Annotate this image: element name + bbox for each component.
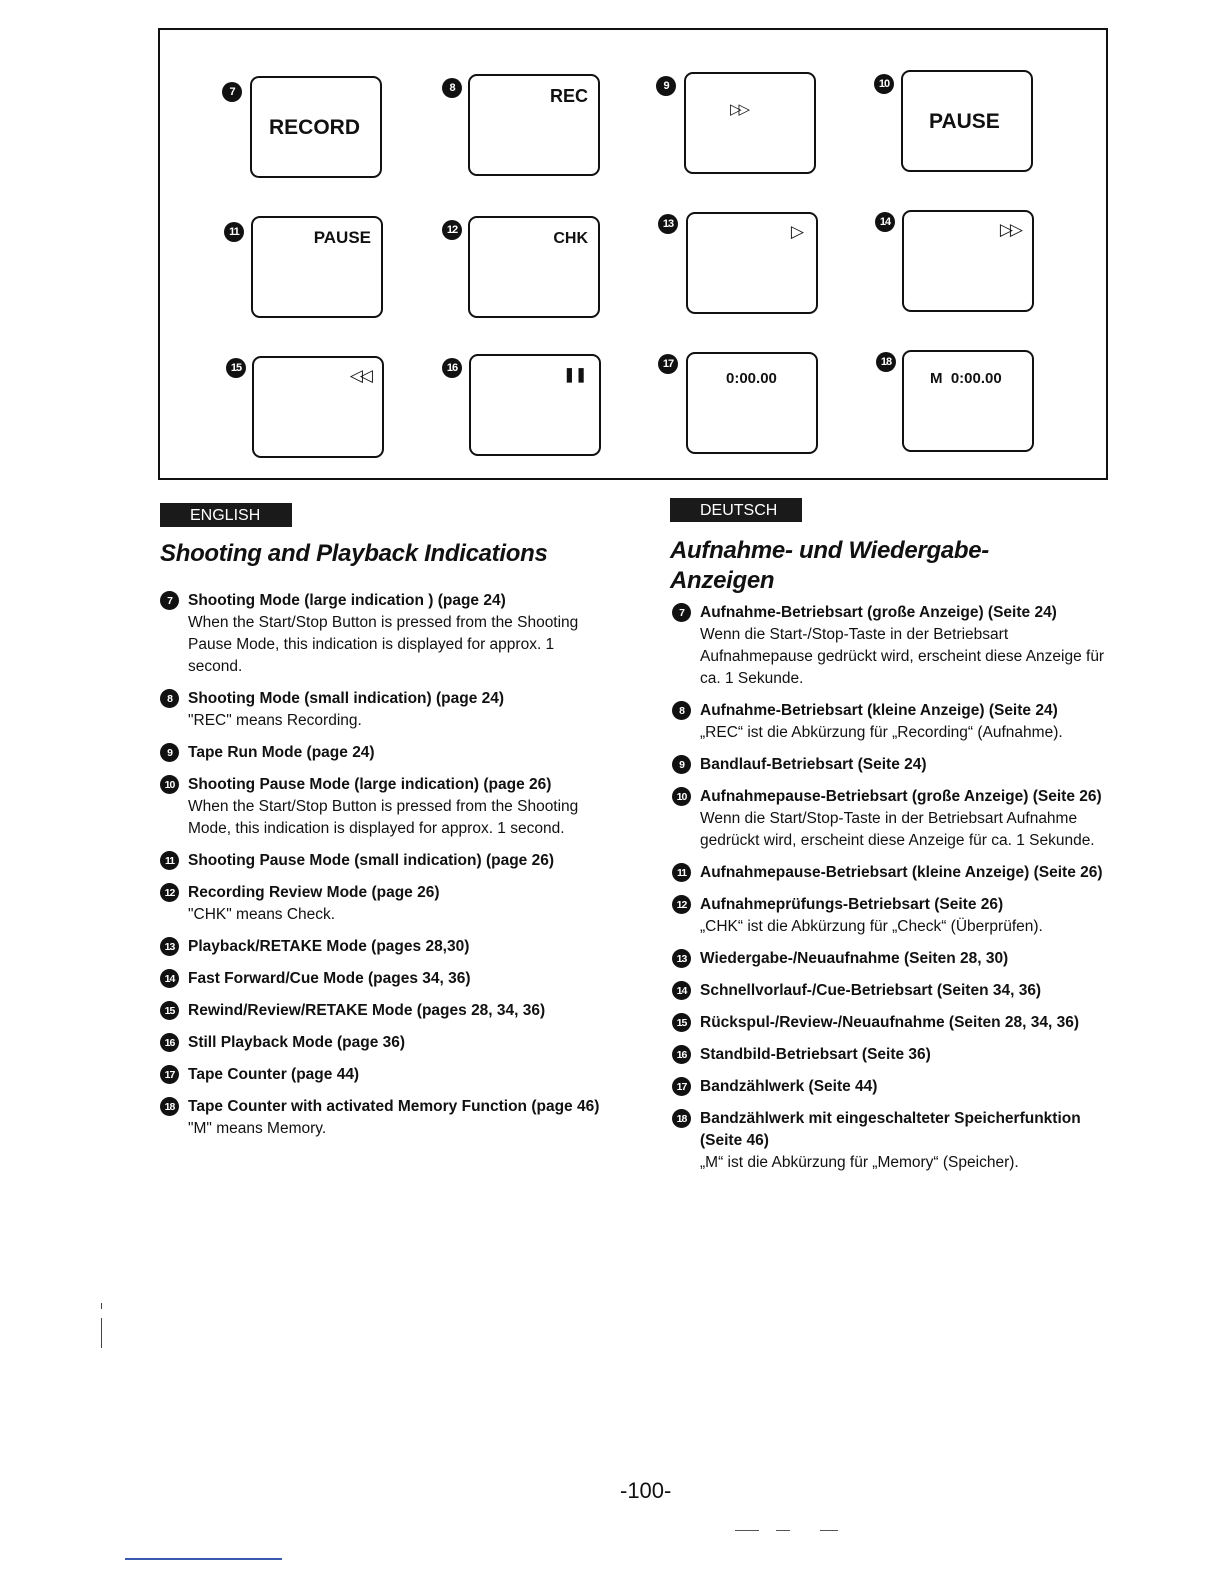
- deutsch-item: [672, 1044, 1112, 1066]
- item-title: Bandlauf-Betriebsart (Seite 24): [700, 756, 927, 773]
- english-item: [160, 774, 600, 840]
- english-item: [160, 882, 600, 926]
- deutsch-tag: DEUTSCH: [670, 498, 802, 522]
- item-description: "CHK" means Check.: [188, 906, 336, 923]
- item-description: When the Start/Stop Button is pressed from the Shooting Mode, this indication is displayed for approx. 1 second.: [188, 798, 579, 837]
- item-title: Aufnahme-Betriebsart (große Anzeige) (Seite 24): [700, 604, 1057, 621]
- deutsch-item: [672, 1076, 1112, 1098]
- english-tag: ENGLISH: [160, 503, 292, 527]
- item-title: Playback/RETAKE Mode (pages 28,30): [188, 938, 470, 955]
- item-title: Aufnahmeprüfungs-Betriebsart (Seite 26): [700, 896, 1004, 913]
- item-title: Shooting Pause Mode (small indication) (page 26): [188, 852, 555, 869]
- item-number-badge: 11: [160, 851, 179, 870]
- item-number-badge: 9: [160, 743, 179, 762]
- screen-counter: [686, 352, 818, 454]
- badge-15: 15: [226, 358, 246, 378]
- footer-line: [125, 1558, 282, 1560]
- english-item: [160, 590, 600, 678]
- item-description: "M" means Memory.: [188, 1120, 327, 1137]
- item-title: Tape Counter (page 44): [188, 1066, 360, 1083]
- screen-chk-text: CHK: [553, 230, 588, 247]
- item-title: Shooting Mode (small indication) (page 24): [188, 690, 505, 707]
- badge-14: 14: [875, 212, 895, 232]
- deutsch-item: [672, 1012, 1112, 1034]
- english-item: [160, 936, 600, 958]
- item-title: Rewind/Review/RETAKE Mode (pages 28, 34, 36): [188, 1002, 546, 1019]
- screen-still: [469, 354, 601, 456]
- deutsch-item: [672, 862, 1112, 884]
- fast-forward-cue-icon: ▷▷: [999, 220, 1020, 239]
- item-number-badge: 12: [672, 895, 691, 914]
- badge-10: 10: [874, 74, 894, 94]
- item-number-badge: 10: [160, 775, 179, 794]
- item-number-badge: 11: [672, 863, 691, 882]
- indications-diagram: [158, 28, 1108, 480]
- english-item: [160, 1032, 600, 1054]
- item-title: Wiedergabe-/Neuaufnahme (Seiten 28, 30): [700, 950, 1009, 967]
- item-number-badge: 12: [160, 883, 179, 902]
- rewind-icon: ◁◁: [349, 366, 370, 385]
- badge-9: 9: [656, 76, 676, 96]
- item-number-badge: 18: [160, 1097, 179, 1116]
- item-number-badge: 14: [672, 981, 691, 1000]
- item-number-badge: 7: [160, 591, 179, 610]
- english-item: [160, 850, 600, 872]
- item-description: "REC" means Recording.: [188, 712, 362, 729]
- item-title: Schnellvorlauf-/Cue-Betriebsart (Seiten 34, 36): [700, 982, 1042, 999]
- screen-fast-forward: [902, 210, 1034, 312]
- item-description: Wenn die Start-/Stop-Taste in der Betriebsart Aufnahmepause gedrückt wird, erscheint diese Anzeige für ca. 1 Sekunde.: [700, 626, 1105, 687]
- item-title: Still Playback Mode (page 36): [188, 1034, 406, 1051]
- badge-17: 17: [658, 354, 678, 374]
- page-number: -100-: [620, 1478, 672, 1503]
- deutsch-list: [672, 602, 1112, 1184]
- item-number-badge: 16: [672, 1045, 691, 1064]
- item-title: Aufnahmepause-Betriebsart (große Anzeige) (Seite 26): [700, 788, 1102, 805]
- screen-rec: [468, 74, 600, 176]
- badge-12: 12: [442, 220, 462, 240]
- item-title: Tape Counter with activated Memory Function (page 46): [188, 1098, 600, 1115]
- item-number-badge: 16: [160, 1033, 179, 1052]
- screen-tape-run: [684, 72, 816, 174]
- item-title: Tape Run Mode (page 24): [188, 744, 375, 761]
- deutsch-item: [672, 754, 1112, 776]
- screen-rec-text: REC: [549, 86, 588, 106]
- item-number-badge: 9: [672, 755, 691, 774]
- screen-memory-counter: [902, 350, 1034, 452]
- deutsch-item: [672, 700, 1112, 744]
- item-description: When the Start/Stop Button is pressed from the Shooting Pause Mode, this indication is displayed for approx. 1 second.: [188, 614, 579, 675]
- scan-mark: [735, 1530, 759, 1531]
- deutsch-item: [672, 948, 1112, 970]
- badge-18: 18: [876, 352, 896, 372]
- fast-forward-icon: ▷▷: [730, 101, 748, 118]
- deutsch-item: [672, 1108, 1112, 1174]
- play-icon: ▷: [790, 222, 804, 241]
- badge-13: 13: [658, 214, 678, 234]
- badge-8: 8: [442, 78, 462, 98]
- english-item: [160, 688, 600, 732]
- english-title: Shooting and Playback Indications: [160, 540, 548, 567]
- item-description: „M“ ist die Abkürzung für „Memory“ (Speicher).: [700, 1154, 1019, 1171]
- deutsch-item: [672, 786, 1112, 852]
- deutsch-item: [672, 602, 1112, 690]
- item-number-badge: 14: [160, 969, 179, 988]
- english-item: [160, 968, 600, 990]
- item-number-badge: 18: [672, 1109, 691, 1128]
- english-item: [160, 742, 600, 764]
- item-description: „REC“ ist die Abkürzung für „Recording“ (Aufnahme).: [700, 724, 1063, 741]
- item-title: Aufnahme-Betriebsart (kleine Anzeige) (Seite 24): [700, 702, 1058, 719]
- item-title: Shooting Mode (large indication ) (page 24): [188, 592, 506, 609]
- item-title: Fast Forward/Cue Mode (pages 34, 36): [188, 970, 471, 987]
- english-item: [160, 1000, 600, 1022]
- item-number-badge: 8: [160, 689, 179, 708]
- item-title: Standbild-Betriebsart (Seite 36): [700, 1046, 931, 1063]
- item-title: Recording Review Mode (page 26): [188, 884, 440, 901]
- pause-icon: ❚❚: [563, 366, 587, 382]
- badge-7: 7: [222, 82, 242, 102]
- screen-pause-small: [251, 216, 383, 318]
- english-item: [160, 1064, 600, 1086]
- deutsch-item: [672, 894, 1112, 938]
- badge-16: 16: [442, 358, 462, 378]
- screen-counter-text: 0:00.00: [726, 370, 777, 387]
- screen-playback: [686, 212, 818, 314]
- item-number-badge: 17: [672, 1077, 691, 1096]
- deutsch-title: Aufnahme- und Wiedergabe-Anzeigen: [670, 537, 989, 594]
- english-list: [160, 590, 600, 1150]
- item-number-badge: 8: [672, 701, 691, 720]
- screen-pause-small-text: PAUSE: [313, 228, 371, 247]
- item-number-badge: 13: [160, 937, 179, 956]
- scan-mark: [820, 1530, 838, 1531]
- item-title: Aufnahmepause-Betriebsart (kleine Anzeige) (Seite 26): [700, 864, 1103, 881]
- item-description: „CHK“ ist die Abkürzung für „Check“ (Überprüfen).: [700, 918, 1043, 935]
- item-title: Shooting Pause Mode (large indication) (page 26): [188, 776, 552, 793]
- english-item: [160, 1096, 600, 1140]
- item-number-badge: 7: [672, 603, 691, 622]
- margin-mark: [101, 1318, 102, 1348]
- item-number-badge: 15: [160, 1001, 179, 1020]
- item-title: Bandzählwerk mit eingeschalteter Speicherfunktion (Seite 46): [700, 1110, 1081, 1149]
- screen-pause-large: [901, 70, 1033, 172]
- deutsch-item: [672, 980, 1112, 1002]
- screen-rewind: [252, 356, 384, 458]
- screen-chk: [468, 216, 600, 318]
- screen-record: [250, 76, 382, 178]
- item-number-badge: 15: [672, 1013, 691, 1032]
- badge-11: 11: [224, 222, 244, 242]
- screen-pause-large-text: PAUSE: [929, 110, 1000, 133]
- scan-mark: [776, 1530, 790, 1531]
- screen-memory-counter-text: M 0:00.00: [930, 370, 1002, 387]
- item-title: Bandzählwerk (Seite 44): [700, 1078, 878, 1095]
- item-number-badge: 13: [672, 949, 691, 968]
- screen-record-text: RECORD: [269, 116, 361, 139]
- item-number-badge: 10: [672, 787, 691, 806]
- item-title: Rückspul-/Review-/Neuaufnahme (Seiten 28, 34, 36): [700, 1014, 1080, 1031]
- item-number-badge: 17: [160, 1065, 179, 1084]
- item-description: Wenn die Start/Stop-Taste in der Betriebsart Aufnahme gedrückt wird, erscheint diese Anzeige für ca. 1 Sekunde.: [700, 810, 1095, 849]
- margin-mark: [101, 1303, 102, 1309]
